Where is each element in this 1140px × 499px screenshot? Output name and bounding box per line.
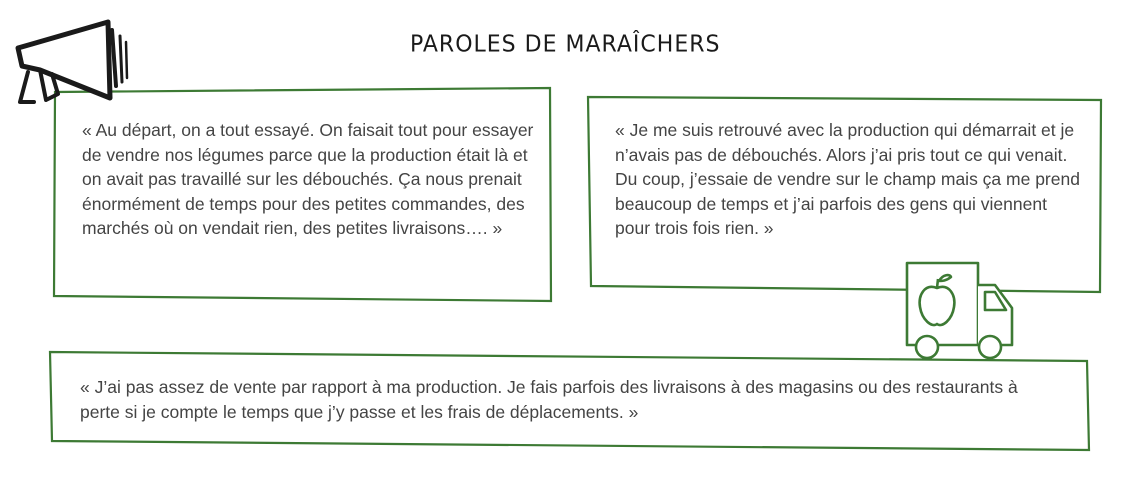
page-title: PAROLES DE MARAÎCHERS [410, 31, 721, 58]
delivery-truck-apple-icon [907, 263, 1012, 358]
quote-text-3: « J’ai pas assez de vente par rapport à ma production. Je fais parfois des livraisons à des magasins ou des restaurants à perte si je compte le temps que j’y passe et les frais de déplacements. » [80, 377, 1018, 422]
quote-text-2: « Je me suis retrouvé avec la production qui démarrait et je n’avais pas de débouchés. Alors j’ai pris tout ce qui venait. Du coup, j’essaie de vendre sur le champ mais ça me prend beaucoup de temps et j’ai parfois des gens qui viennent pour trois fois rien. » [615, 120, 1080, 238]
quote-text-1: « Au départ, on a tout essayé. On faisait tout pour essayer de vendre nos légumes parce que la production était là et on avait pas travaillé sur les débouchés. Ça nous prenait énormément de temps pour des petites commandes, des marchés où on vendait rien, des petites livraisons…. » [82, 120, 534, 238]
megaphone-icon [18, 22, 127, 102]
